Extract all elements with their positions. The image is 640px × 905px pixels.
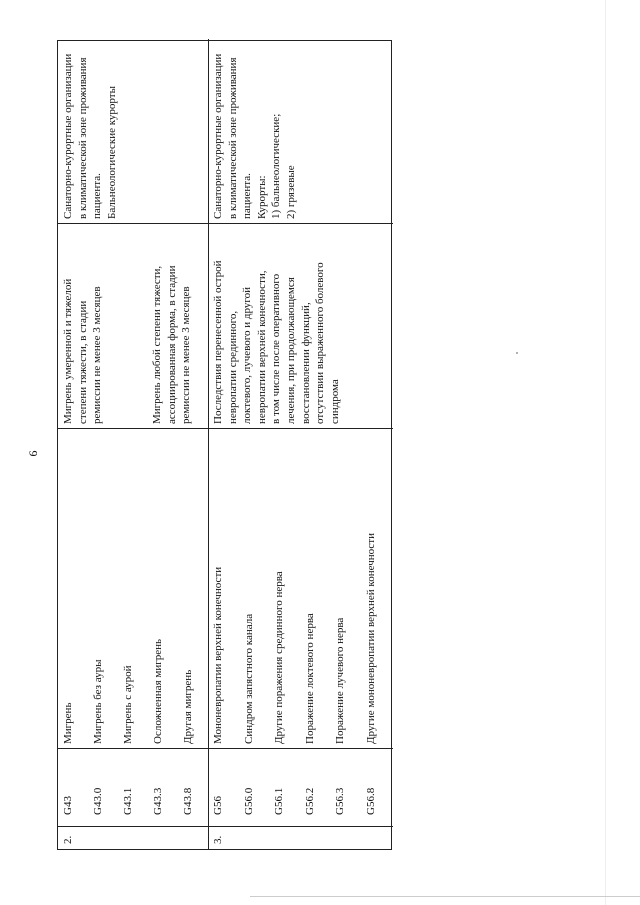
icd-code: G56.8: [364, 787, 377, 815]
condition-line: невропатии верхней конечности,: [255, 270, 268, 424]
condition-line: лечения, при продолжающемся: [285, 277, 297, 424]
diagnosis-name: Мигрень: [62, 702, 74, 744]
diagnosis-name: Поражение лучевого нерва: [334, 617, 346, 744]
scan-edge-line: [605, 0, 606, 905]
icd-code: G56: [212, 796, 224, 815]
table-grid: [57, 40, 392, 850]
diagnosis-name: Мигрень без ауры: [92, 659, 104, 744]
condition-line: ассоциированная форма, в стадии: [165, 265, 178, 424]
diagnosis-name: Другие поражения срединного нерва: [273, 571, 285, 744]
icd-code: G56.2: [303, 787, 316, 815]
icd-code: G56.1: [273, 787, 285, 815]
scan-bottom-line: [250, 896, 640, 897]
resort-line: 1) бальнеологические;: [270, 113, 283, 219]
icd-code: G56.0: [242, 787, 255, 815]
table-row: [58, 39, 208, 849]
scan-speck: [516, 352, 518, 354]
condition-line: отсутствии выраженного болевого: [314, 262, 327, 424]
resort-line: Бальнеологические курорты: [105, 86, 118, 219]
resort-line: 2) грязевые: [285, 165, 297, 219]
resort-line: Курорты:: [255, 175, 268, 219]
icd-code: G43.1: [122, 787, 134, 815]
page-number: 9: [26, 450, 41, 457]
icd-code: G43: [62, 796, 74, 815]
resort-line: в климатической зоне проживания: [226, 57, 239, 219]
icd-code: G43.3: [152, 787, 164, 815]
diagnosis-name: Другая мигрень: [182, 669, 194, 744]
condition-line: Последствия перенесенной острой: [212, 260, 224, 424]
condition-line: синдрома: [328, 379, 341, 424]
resort-line: пациента.: [241, 173, 254, 219]
condition-line: восстановлении функций,: [299, 302, 312, 424]
diagnosis-name: Синдром запястного канала: [242, 613, 255, 744]
condition-line: невропатии срединного,: [226, 310, 239, 424]
row-number: 3.: [212, 835, 224, 844]
icd-code: G56.3: [334, 787, 346, 815]
resort-line: пациента.: [91, 173, 104, 219]
resort-line: Санаторно-курортные организации: [62, 53, 74, 219]
diagnosis-name: Другие мононевропатии верхней конечности: [364, 533, 377, 744]
row-number: 2.: [62, 835, 74, 844]
condition-line: ремиссии не менее 3 месяцев: [180, 286, 193, 424]
condition-line: в том числе после оперативного: [270, 273, 283, 424]
resort-line: Санаторно-курортные организации: [212, 53, 224, 219]
condition-line: Мигрень любой степени тяжести,: [151, 265, 163, 424]
icd-code: G43.8: [182, 787, 194, 815]
diagnosis-name: Мигрень с аурой: [122, 665, 134, 744]
diagnosis-name: Осложненная мигрень: [152, 638, 164, 744]
condition-line: Мигрень умеренной и тяжелой: [62, 278, 74, 424]
diagnosis-name: Поражение локтевого нерва: [303, 613, 316, 744]
document-table: [57, 40, 392, 850]
condition-line: степени тяжести, в стадии: [76, 300, 89, 424]
resort-line: в климатической зоне проживания: [76, 57, 89, 219]
icd-code: G43.0: [92, 787, 104, 815]
table-row: [208, 39, 393, 849]
condition-line: локтевого, лучевого и другой: [241, 287, 254, 424]
condition-line: ремиссии не менее 3 месяцев: [91, 286, 104, 424]
diagnosis-name: Мононевропатии верхней конечности: [212, 566, 224, 744]
